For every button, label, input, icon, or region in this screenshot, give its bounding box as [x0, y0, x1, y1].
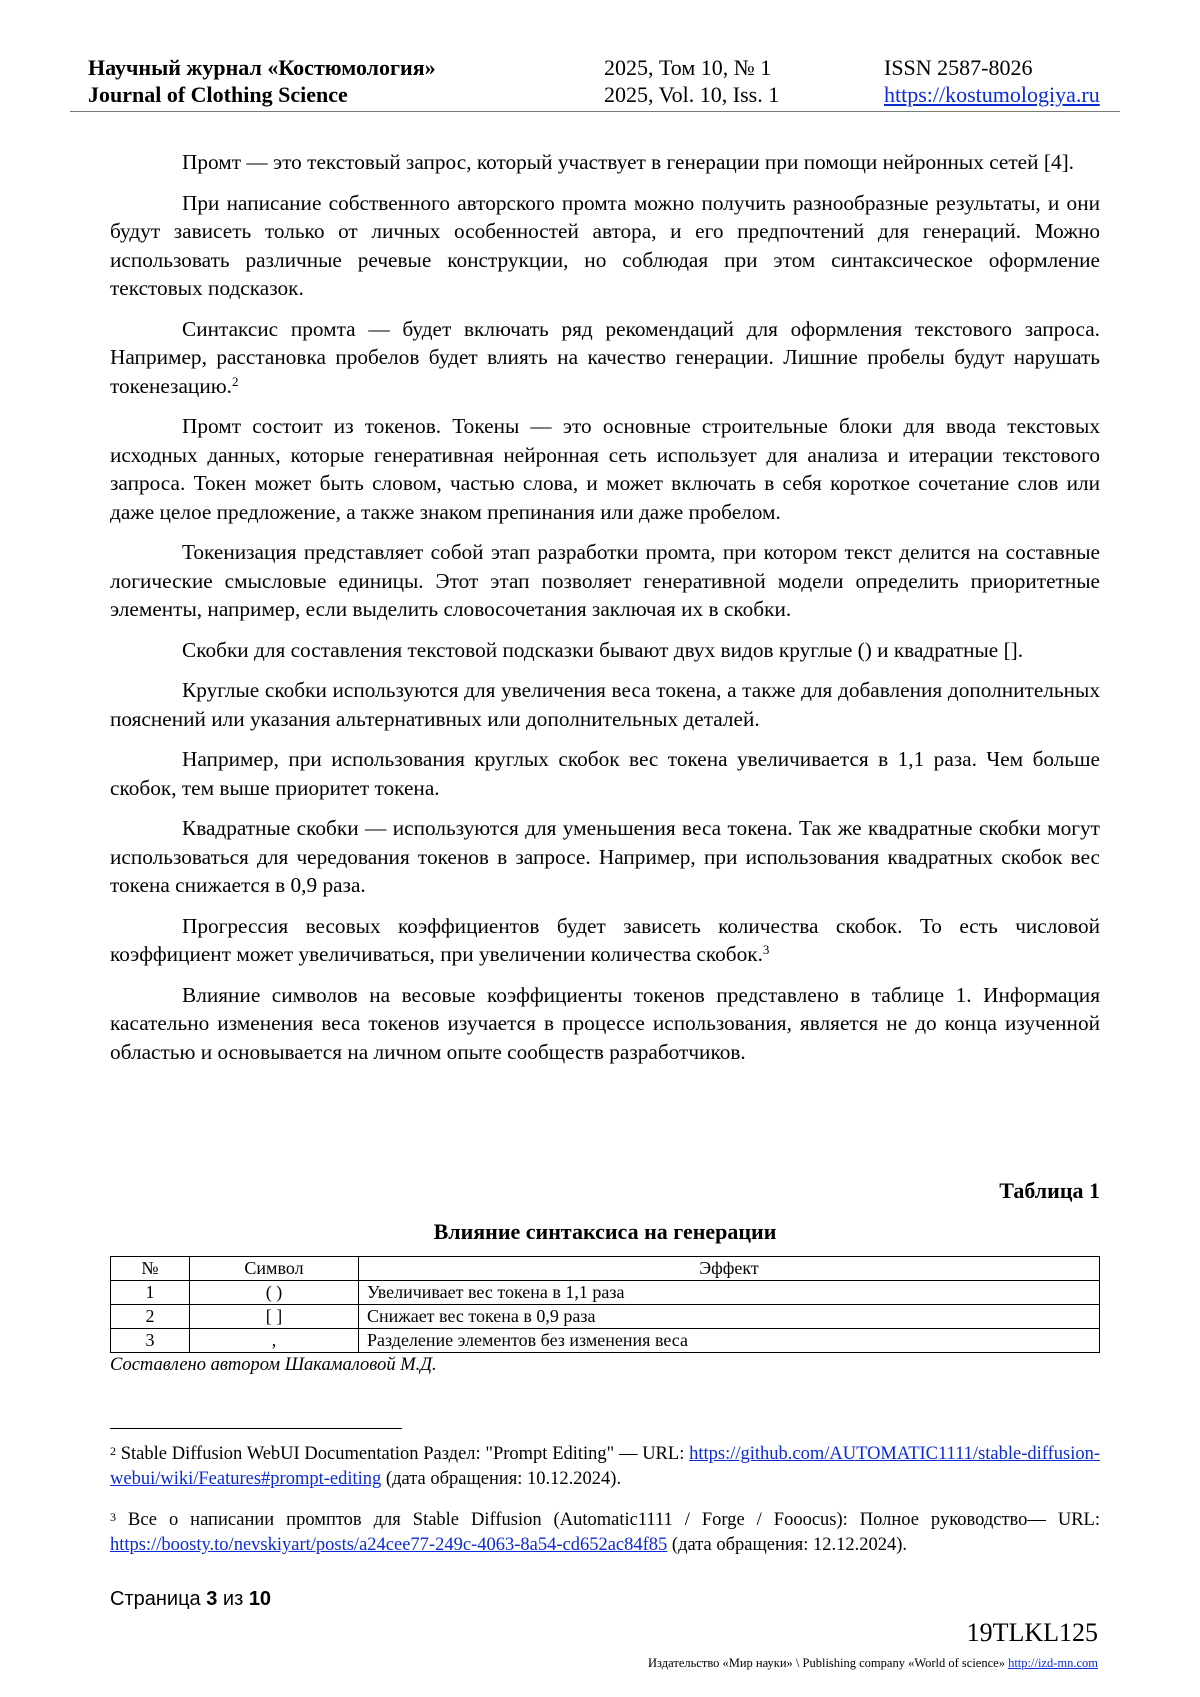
table-cell: 1 [111, 1281, 190, 1305]
footnote-ref[interactable]: 3 [762, 942, 770, 957]
footnote-3 [110, 1508, 1100, 1558]
footnote-text: Stable Diffusion WebUI Documentation Раздел: "Prompt Editing" — URL: [120, 1444, 685, 1464]
table-cell: 3 [111, 1329, 190, 1353]
paragraph: При написание собственного авторского промта можно получить разнообразные результаты, и они будут зависеть только от личных особенностей автора, и его предпочтений для генераций. Можно использовать различные речевые конструкции, но соблюдая при этом синтаксическое оформление текстовых подсказок. [110, 190, 1100, 300]
table-header-cell: Эффект [359, 1257, 1100, 1281]
syntax-table [110, 1256, 1100, 1353]
table-title: Влияние синтаксиса на генерации [433, 1219, 777, 1244]
total-pages: 10 [248, 1588, 272, 1610]
paragraph: Промт состоит из токенов. Токены — это основные строительные блоки для ввода текстовых исходных данных, которые генеративная нейронная сеть использует для анализа и итерации текстового запроса. Токен может быть словом, частью слова, и может включать в себя короткое сочетание слов или даже целое предложение, а также знаком препинания или даже пробелом. [110, 414, 1100, 524]
table-cell: Разделение элементов без изменения веса [359, 1329, 1100, 1353]
paragraph-text: Прогрессия весовых коэффициентов будет зависеть количества скобок. То есть числовой коэффициент может увеличиваться, при увеличении количества скобок. [110, 913, 1100, 966]
article-body [110, 148, 1100, 1078]
issue-ru: 2025, Том 10, № 1 [604, 55, 772, 80]
current-page: 3 [206, 1588, 218, 1610]
page-number [110, 1588, 271, 1611]
article-code: 19TLKL125 [966, 1618, 1098, 1647]
footnote-divider [110, 1428, 402, 1429]
journal-site-link[interactable]: https://kostumologiya.ru [884, 82, 1100, 107]
issue-info [604, 54, 779, 108]
paragraph: Влияние символов на весовые коэффициенты токенов представлено в таблице 1. Информация касательно изменения веса токенов изучается в процессе использования, является не до конца изученной областью и основывается на личном опыте сообществ разработчиков. [110, 982, 1100, 1064]
paragraph [110, 315, 1100, 401]
table-header-row [111, 1257, 1100, 1281]
footnote-link[interactable]: https://boosty.to/nevskiyart/posts/a24cee77-249c-4063-8a54-cd652ac84f85 [110, 1535, 668, 1555]
issn-block [884, 54, 1100, 108]
table-cell: ( ) [190, 1281, 359, 1305]
table-source-note: Составлено автором Шакамаловой М.Д. [110, 1355, 437, 1375]
table-row [111, 1329, 1100, 1353]
footnote-link[interactable]: https://github.com/AUTOMATIC1111/stable-diffusion-webui/wiki/Features#prompt-editing [110, 1444, 1101, 1489]
table-header-cell: Символ [190, 1257, 359, 1281]
table-row [111, 1281, 1100, 1305]
of-word: из [222, 1588, 244, 1610]
paragraph [110, 912, 1100, 969]
issn: ISSN 2587-8026 [884, 55, 1033, 80]
table-cell: 2 [111, 1305, 190, 1329]
table-header-cell: № [111, 1257, 190, 1281]
paragraph: Скобки для составления текстовой подсказки бывают двух видов круглые () и квадратные []. [182, 637, 1024, 662]
footnote-date: (дата обращения: 10.12.2024). [385, 1469, 622, 1489]
table-cell: , [190, 1329, 359, 1353]
paragraph: Токенизация представляет собой этап разработки промта, при котором текст делится на составные логические смысловые единицы. Этот этап позволяет генеративной модели определить приоритетные элементы, например, если выделить словосочетания заключая их в скобки. [110, 540, 1100, 621]
footnote-2 [110, 1442, 1100, 1492]
table-cell: Увеличивает вес токена в 1,1 раза [359, 1281, 1100, 1305]
footnote-number: 3 [110, 1510, 116, 1524]
table-row [111, 1305, 1100, 1329]
journal-title-en: Journal of Clothing Science [88, 82, 348, 107]
paragraph: Например, при использования круглых скобок вес токена увеличивается в 1,1 раза. Чем больше скобок, тем выше приоритет токена. [110, 747, 1100, 800]
table-cell: [ ] [190, 1305, 359, 1329]
issue-en: 2025, Vol. 10, Iss. 1 [604, 82, 780, 107]
publisher-name: Издательство «Мир науки» \ Publishing company «World of science» [648, 1656, 1005, 1670]
paragraph: Промт — это текстовый запрос, который участвует в генерации при помощи нейронных сетей [4]. [182, 150, 1075, 174]
publisher-line [648, 1656, 1098, 1671]
footnote-ref[interactable]: 2 [231, 373, 239, 389]
paragraph-text: Синтаксис промта — будет включать ряд рекомендаций для оформления текстового запроса. Например, расстановка пробелов будет влиять на качество генерации. Лишние пробелы будут нарушать токенезацию. [110, 316, 1100, 398]
table-label: Таблица 1 [999, 1178, 1100, 1203]
publisher-link[interactable]: http://izd-mn.com [1008, 1656, 1098, 1670]
table-cell: Снижает вес токена в 0,9 раза [359, 1305, 1100, 1329]
journal-title [88, 54, 436, 108]
paragraph: Квадратные скобки — используются для уменьшения веса токена. Так же квадратные скобки могут использоваться для чередования токенов в запросе. Например, при использования квадратных скобок вес токена снижается в 0,9 раза. [110, 816, 1100, 897]
footnote-date: (дата обращения: 12.12.2024). [671, 1535, 908, 1555]
paragraph: Круглые скобки используются для увеличения веса токена, а также для добавления дополнительных пояснений или указания альтернативных или дополнительных деталей. [110, 678, 1100, 731]
header-divider [70, 111, 1120, 112]
journal-title-ru: Научный журнал «Костюмология» [88, 55, 436, 80]
page-word: Страница [110, 1588, 201, 1610]
footnote-text: Все о написании промптов для Stable Diffusion (Automatic1111 / Forge / Fooocus): Полное руководство— URL: [127, 1510, 1101, 1530]
footnote-number: 2 [110, 1444, 116, 1458]
